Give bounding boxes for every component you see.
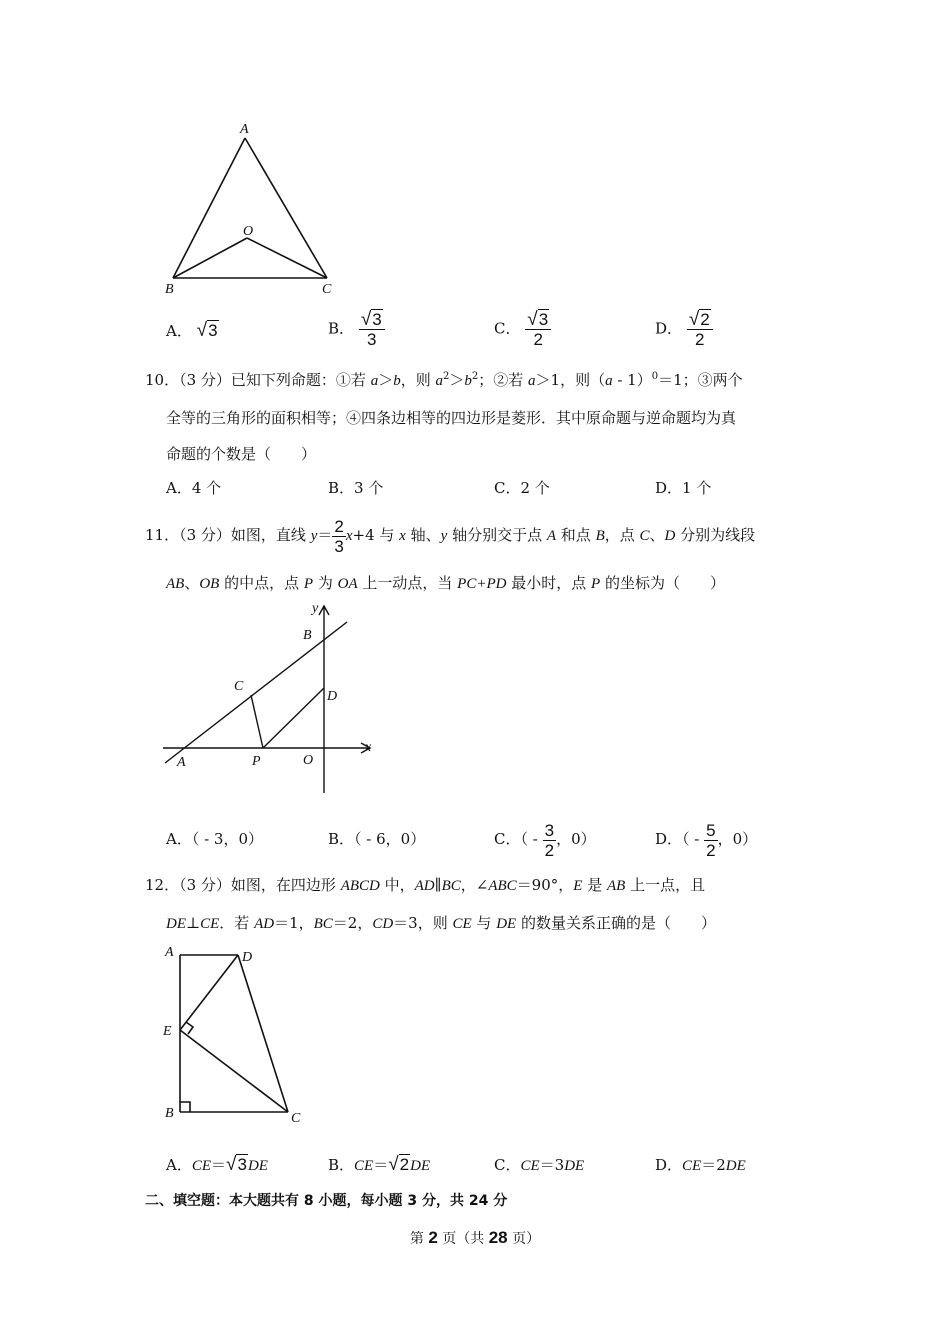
frac-sqrt3-over-2: $\frac{√3}{2}$	[525, 311, 551, 348]
q11-label-o: O	[303, 753, 314, 768]
q11-label-c: C	[234, 679, 244, 694]
frac-3-over-2: $\frac{3}{2}$	[544, 820, 555, 860]
q11-coordinate-figure	[155, 598, 385, 798]
page-number: 2	[428, 1228, 438, 1247]
page-total: 28	[488, 1228, 508, 1247]
q9-label-b: B	[165, 282, 174, 297]
q9-option-d[interactable]: D． $\frac{√2}{2}$	[655, 311, 713, 348]
q12-option-c[interactable]: C．CE＝3DE	[494, 1156, 585, 1174]
frac-sqrt2-over-2: $\frac{√2}{2}$	[687, 311, 713, 348]
q12-option-b[interactable]: B．CE＝√2DE	[328, 1154, 431, 1175]
sqrt-3: √3	[196, 320, 218, 341]
q12-label-a: A	[165, 945, 174, 960]
section-2-heading: 二、填空题：本大题共有 8 小题，每小题 3 分，共 24 分	[145, 1193, 508, 1209]
q11-label-a: A	[177, 755, 186, 770]
q12-option-d[interactable]: D．CE＝2DE	[655, 1156, 746, 1174]
q9-label-a: A	[240, 122, 249, 137]
q12-quadrilateral-figure	[160, 940, 310, 1130]
q11-line-2: AB、OB 的中点，点 P 为 OA 上一动点，当 PC+PD 最小时，点 P 的坐标为（ ）	[166, 574, 725, 592]
q11-label-b: B	[303, 628, 312, 643]
frac-sqrt3-over-3: $\frac{√3}{3}$	[359, 311, 385, 348]
q10-line-1: 10．（3 分）已知下列命题：①若 a＞b，则 $a^2>b^2$；②若 a＞1，则（a - 1）$^0$＝1；③两个	[145, 371, 743, 389]
q9-triangle-figure	[155, 118, 355, 303]
q11-label-d: D	[327, 689, 338, 704]
q9-option-b[interactable]: B． $\frac{√3}{3}$	[328, 311, 385, 348]
q11-option-b[interactable]: B．（ - 6，0）	[328, 830, 426, 848]
q12-option-a[interactable]: A．CE＝√3DE	[166, 1154, 268, 1175]
q12-line-1: 12．（3 分）如图，在四边形 ABCD 中，AD∥BC，∠ABC＝90°，E 是 AB 上一点，且	[145, 876, 706, 894]
q9-label-c: C	[322, 282, 332, 297]
sqrt-3: √3	[226, 1154, 247, 1175]
q10-option-b[interactable]: B．3 个	[328, 479, 384, 497]
q9-option-c[interactable]: C． $\frac{√3}{2}$	[494, 311, 551, 348]
q9-option-a[interactable]: A． √3	[166, 320, 218, 341]
q10-option-a[interactable]: A．4 个	[166, 479, 222, 497]
sqrt-2: √2	[388, 1154, 410, 1175]
q11-option-c[interactable]: C．（ - $\frac{3}{2}$ ，0）	[494, 820, 596, 860]
q11-option-a[interactable]: A．（ - 3，0）	[166, 830, 264, 848]
q10-line-3: 命题的个数是（ ）	[166, 445, 317, 463]
q12-label-c: C	[291, 1111, 301, 1126]
q11-label-x: x	[365, 740, 372, 755]
q9-label-o: O	[243, 224, 254, 239]
q12-line-2: DE⊥CE．若 AD＝1，BC＝2，CD＝3，则 CE 与 DE 的数量关系正确的是（ ）	[166, 914, 716, 932]
q12-label-b: B	[165, 1106, 174, 1121]
q10-option-d[interactable]: D．1 个	[655, 479, 712, 497]
q11-label-y: y	[312, 601, 319, 616]
q11-option-d[interactable]: D．（ - $\frac{5}{2}$ ，0）	[655, 820, 758, 860]
q12-label-e: E	[163, 1024, 172, 1039]
q11-fraction: $\frac{2}{3}$	[334, 516, 344, 556]
frac-5-over-2: $\frac{5}{2}$	[706, 820, 716, 860]
q11-line-1: 11．（3 分）如图，直线 y＝ $\frac{2}{3}$ x+4 与 x 轴、y 轴分别交于点 A 和点 B，点 C、D 分别为线段	[145, 516, 756, 556]
page-footer: 第 2 页（共 28 页）	[409, 1228, 541, 1247]
q10-line-2: 全等的三角形的面积相等；④四条边相等的四边形是菱形．其中原命题与逆命题均为真	[166, 409, 737, 427]
q12-label-d: D	[242, 950, 253, 965]
q11-label-p: P	[252, 754, 261, 769]
q10-option-c[interactable]: C．2 个	[494, 479, 550, 497]
